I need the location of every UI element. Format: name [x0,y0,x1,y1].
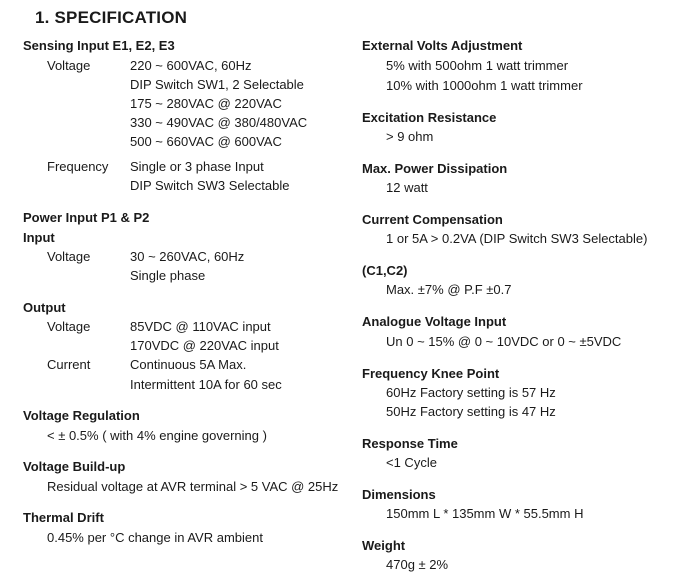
output-current-line: Continuous 5A Max. [130,357,247,372]
sensing-frequency-label: Frequency [47,159,109,174]
c1c2-heading: (C1,C2) [362,263,408,278]
excitation-resistance-value: > 9 ohm [386,129,434,144]
external-volts-line: 5% with 500ohm 1 watt trimmer [386,58,569,73]
power-dissipation-heading: Max. Power Dissipation [362,161,508,176]
output-voltage-line: 85VDC @ 110VAC input [130,319,271,334]
dimensions-value: 150mm L * 135mm W * 55.5mm H [386,506,584,521]
power-dissipation-value: 12 watt [386,180,428,195]
excitation-resistance-heading: Excitation Resistance [362,110,497,125]
c1c2-value: Max. ±7% @ P.F ±0.7 [386,282,512,297]
sensing-voltage-line: 220 ~ 600VAC, 60Hz [130,58,252,73]
external-volts-heading: External Volts Adjustment [362,38,523,53]
thermal-drift-heading: Thermal Drift [23,510,104,525]
response-time-value: <1 Cycle [386,455,437,470]
weight-heading: Weight [362,538,406,553]
input-subheading: Input [23,230,55,245]
output-voltage-line: 170VDC @ 220VAC input [130,338,279,353]
sensing-voltage-line: 175 ~ 280VAC @ 220VAC [130,96,282,111]
power-voltage-line: 30 ~ 260VAC, 60Hz [130,249,245,264]
sensing-input-heading: Sensing Input E1, E2, E3 [23,38,175,53]
power-input-heading: Power Input P1 & P2 [23,210,150,225]
output-heading: Output [23,300,66,315]
weight-value: 470g ± 2% [386,557,449,572]
sensing-voltage-line: 330 ~ 490VAC @ 380/480VAC [130,115,308,130]
sensing-frequency-line: Single or 3 phase Input [130,159,264,174]
current-compensation-heading: Current Compensation [362,212,503,227]
power-voltage-label: Voltage [47,249,91,264]
sensing-voltage-line: 500 ~ 660VAC @ 600VAC [130,134,282,149]
output-current-label: Current [47,357,91,372]
sensing-voltage-label: Voltage [47,58,91,73]
dimensions-heading: Dimensions [362,487,436,502]
thermal-drift-value: 0.45% per °C change in AVR ambient [47,530,263,545]
current-compensation-value: 1 or 5A > 0.2VA (DIP Switch SW3 Selectable) [386,231,648,246]
analogue-voltage-heading: Analogue Voltage Input [362,314,507,329]
voltage-buildup-value: Residual voltage at AVR terminal > 5 VAC @ 25Hz [47,479,339,494]
external-volts-line: 10% with 1000ohm 1 watt trimmer [386,78,583,93]
frequency-knee-line: 60Hz Factory setting is 57 Hz [386,385,556,400]
frequency-knee-heading: Frequency Knee Point [362,366,500,381]
sensing-frequency-line: DIP Switch SW3 Selectable [130,178,290,193]
sensing-voltage-line: DIP Switch SW1, 2 Selectable [130,77,304,92]
frequency-knee-line: 50Hz Factory setting is 47 Hz [386,404,556,419]
response-time-heading: Response Time [362,436,458,451]
power-voltage-line: Single phase [130,268,206,283]
page-title: 1. SPECIFICATION [35,8,188,27]
output-current-line: Intermittent 10A for 60 sec [130,377,282,392]
analogue-voltage-value: Un 0 ~ 15% @ 0 ~ 10VDC or 0 ~ ±5VDC [386,334,622,349]
voltage-regulation-heading: Voltage Regulation [23,408,140,423]
voltage-regulation-value: < ± 0.5% ( with 4% engine governing ) [47,428,267,443]
voltage-buildup-heading: Voltage Build-up [23,459,126,474]
output-voltage-label: Voltage [47,319,91,334]
